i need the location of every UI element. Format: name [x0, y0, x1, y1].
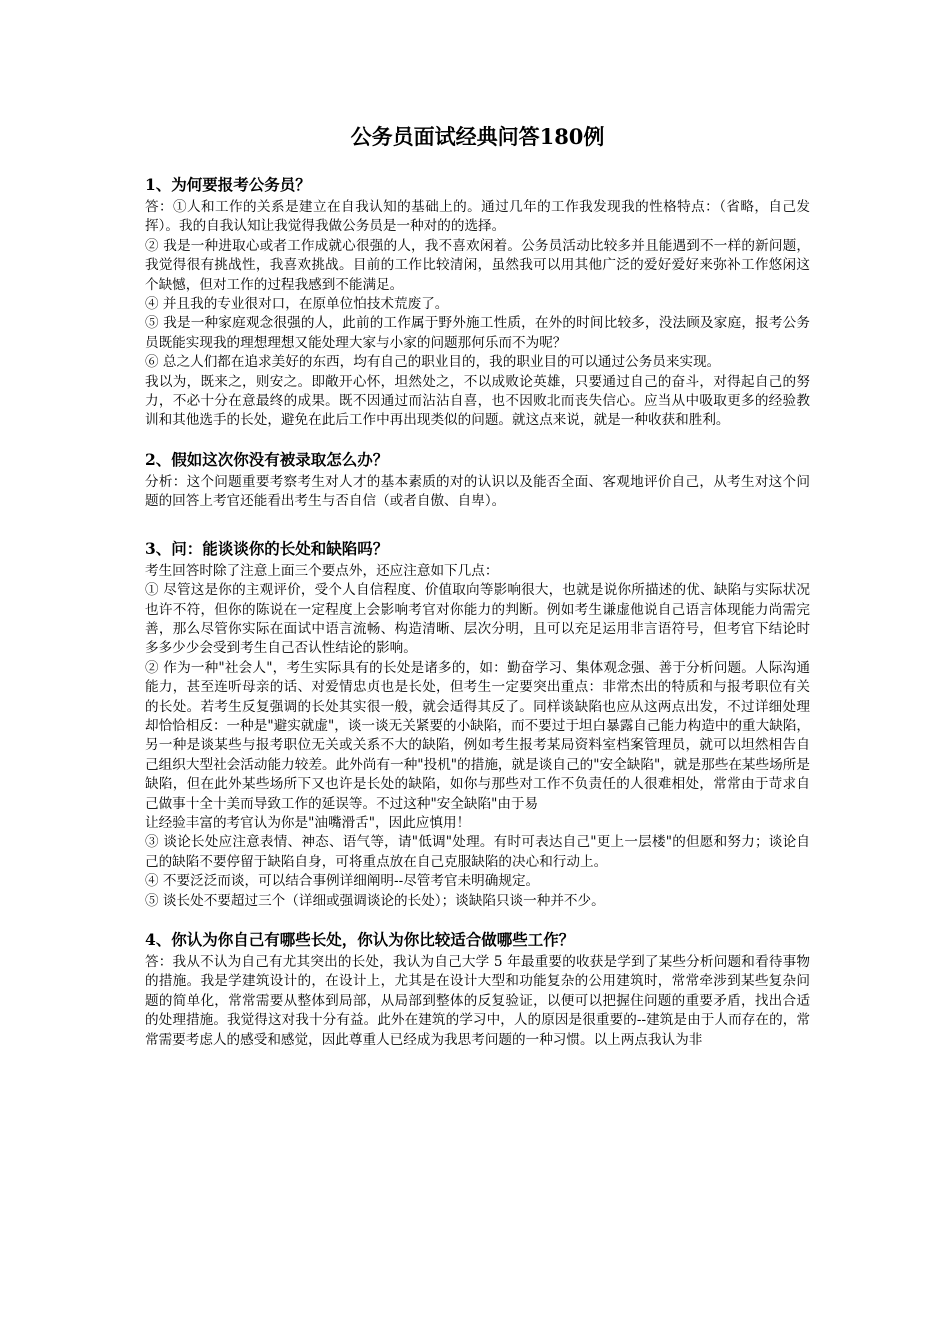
document-page: [145, 122, 810, 1068]
question-section-2: [145, 449, 810, 512]
answer-paragraph: ② 我是一种进取心或者工作成就心很强的人，我不喜欢闲着。公务员活动比较多并且能遇到不一样的新问题，我觉得很有挑战性，我喜欢挑战。目前的工作比较清闲，虽然我可以用其他广泛的爱好爱好来弥补工作悠闲这个缺憾，但对工作的过程我感到不能满足。: [145, 237, 810, 293]
answer-paragraph: ④ 不要泛泛而谈，可以结合事例详细阐明--尽管考官未明确规定。: [145, 873, 540, 890]
question-heading: 3、问：能谈谈你的长处和缺陷吗？: [145, 538, 389, 558]
question-section-1: [145, 174, 810, 431]
answer-paragraph: 答：①人和工作的关系是建立在自我认知的基础上的。通过几年的工作我发现我的性格特点：（省略，自己发挥）。我的自我认知让我觉得我做公务员是一种对的的选择。: [145, 199, 810, 235]
question-heading: 2、假如这次你没有被录取怎么办？: [145, 449, 389, 469]
answer-paragraph: ⑤ 我是一种家庭观念很强的人，此前的工作属于野外施工性质，在外的时间比较多，没法顾及家庭，报考公务员既能实现我的理想理想又能处理大家与小家的问题那何乐而不为呢？: [145, 315, 810, 351]
answer-paragraph: 答：我从不认为自己有尤其突出的长处，我认为自己大学 5 年最重要的收获是学到了某些分析问题和看待事物的措施。我是学建筑设计的，在设计上，尤其是在设计大型和功能复杂的公用建筑时，常常牵涉到某些复杂问题的简单化，常常需要从整体到局部，从局部到整体的反复验证，以便可以把握住问题的重要矛盾，找出合适的处理措施。我觉得这对我十分有益。此外在建筑的学习中，人的原因是很重要的--建筑是由于人而存在的，常常需要考虑人的感受和感觉，因此尊重人已经成为我思考问题的一种习惯。以上两点我认为非: [145, 954, 810, 1048]
question-section-3: [145, 538, 810, 911]
answer-paragraph: ⑤ 谈长处不要超过三个（详细或强调谈论的长处）；谈缺陷只谈一种并不少。: [145, 892, 605, 909]
question-heading: 1、为何要报考公务员？: [145, 175, 311, 194]
answer-paragraph: 分析：这个问题重要考察考生对人才的基本素质的对的认识以及能否全面、客观地评价自己，从考生对这个问题的回答上考官还能看出考生与否自信（或者自傲、自卑）。: [145, 473, 810, 510]
question-heading: 4、你认为你自己有哪些长处，你认为你比较适合做哪些工作？: [145, 930, 575, 949]
answer-paragraph: 考生回答时除了注意上面三个要点外，还应注意如下几点：: [145, 562, 499, 579]
answer-paragraph: ③ 谈论长处应注意表情、神态、语气等，请"低调"处理。有时可表达自己"更上一层楼"的但愿和努力；谈论自己的缺陷不要停留于缺陷自身，可将重点放在自己克服缺陷的决心和行动上。: [145, 834, 810, 870]
answer-paragraph: ② 作为一种"社会人"，考生实际具有的长处是诸多的，如：勤奋学习、集体观念强、善于分析问题。人际沟通能力，甚至连听母亲的话、对爱情忠贞也是长处，但考生一定要突出重点：非常杰出的特质和与报考职位有关的长处。若考生反复强调的长处其实很一般，就会适得其反了。同样谈缺陷也应从这两点出发，不过详细处理却恰恰相反：一种是"避实就虚"，谈一谈无关紧要的小缺陷，而不要过于坦白暴露自己能力构造中的重大缺陷，另一种是谈某些与报考职位无关或关系不大的缺陷，例如考生报考某局资料室档案管理员，就可以坦然相告自己组织大型社会活动能力较差。此外尚有一种"投机"的措施，就是谈自己的"安全缺陷"，就是那些在某些场所是缺陷，但在此外某些场所下又也许是长处的缺陷，如你与那些对工作不负责任的人很难相处，常常由于苛求自己做事十全十美而导致工作的延误等。不过这种"安全缺陷"由于易: [145, 659, 811, 812]
answer-paragraph: ④ 并且我的专业很对口，在原单位怕技术荒废了。: [145, 296, 449, 313]
question-section-4: [145, 929, 810, 1050]
answer-paragraph: ⑥ 总之人们都在追求美好的东西，均有自己的职业目的，我的职业目的可以通过公务员来实现。: [145, 354, 721, 371]
answer-paragraph: 让经验丰富的考官认为你是"油嘴滑舌"，因此应慎用！: [145, 814, 471, 831]
answer-paragraph: ① 尽管这是你的主观评价，受个人自信程度、价值取向等影响很大，也就是说你所描述的优、缺陷与实际状况也许不符，但你的陈说在一定程度上会影响考官对你能力的判断。例如考生谦虚他说自己语言体现能力尚需完善，那么尽管你实际在面试中语言流畅、构造清晰、层次分明，且可以充足运用非言语符号，但考官下结论时多多少少会受到考生自己否认性结论的影响。: [145, 582, 810, 657]
document-title: 公务员面试经典问答180例: [350, 124, 605, 149]
answer-paragraph: 我以为，既来之，则安之。即敞开心怀，坦然处之，不以成败论英雄，只要通过自己的奋斗，对得起自己的努力，不必十分在意最终的成果。既不因通过而沾沾自喜，也不因败北而丧失信心。应当从中吸取更多的经验教训和其他选手的长处，避免在此后工作中再出现类似的问题。就这点来说，就是一种收获和胜利。: [145, 373, 810, 429]
